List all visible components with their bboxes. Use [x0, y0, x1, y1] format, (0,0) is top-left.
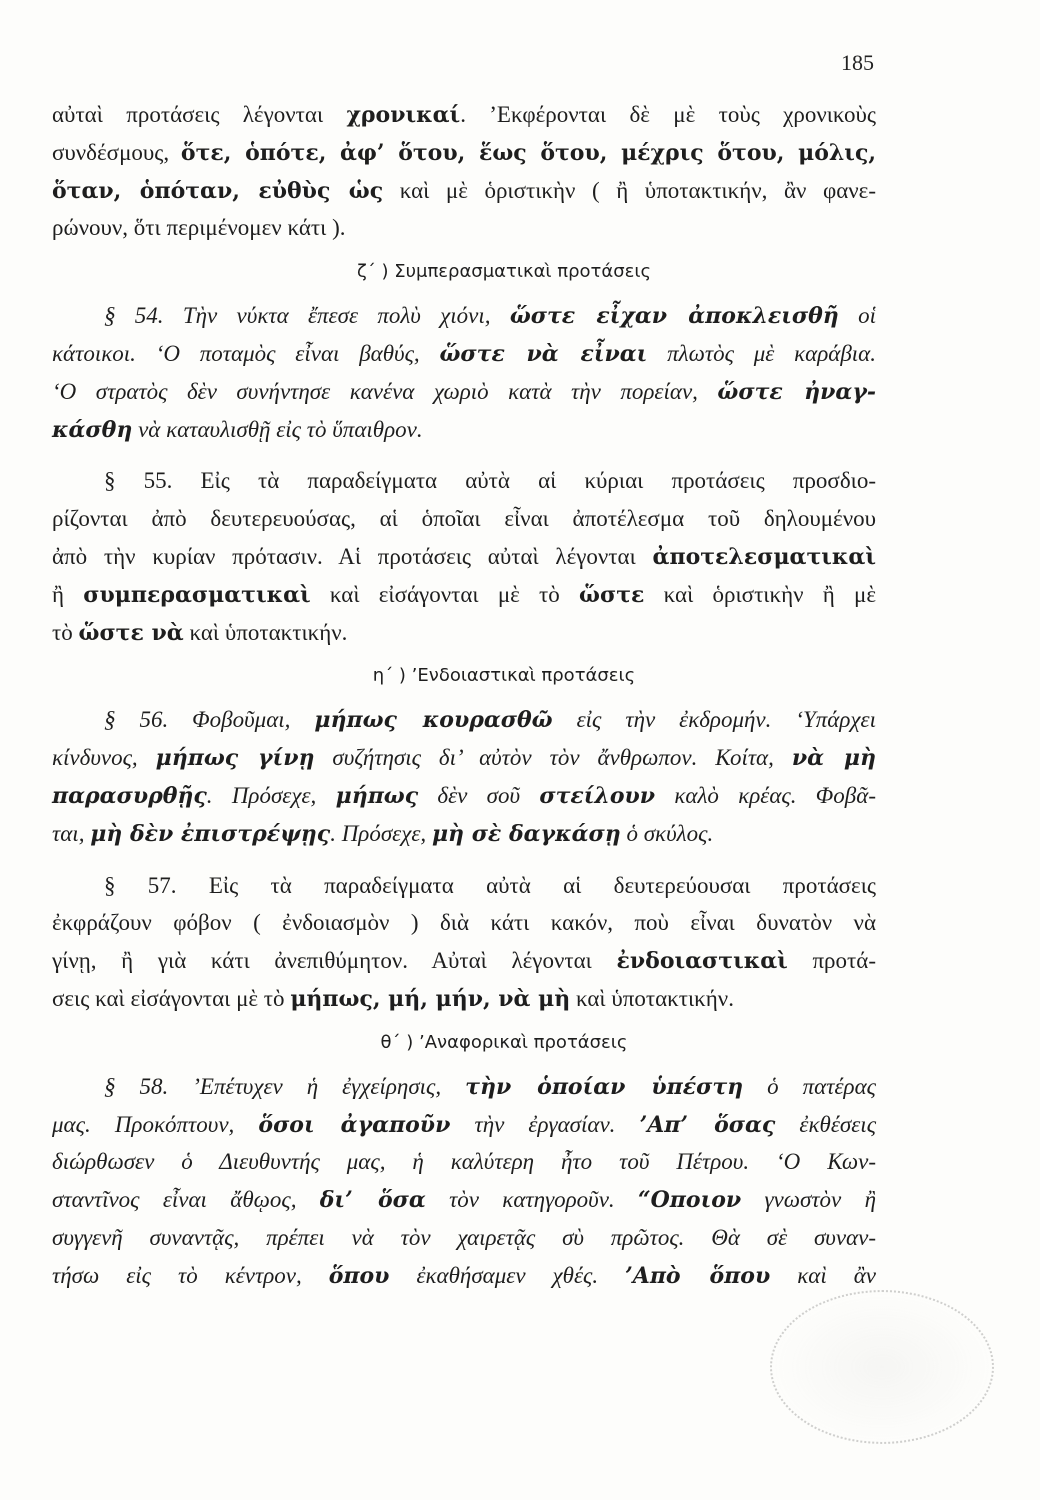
text-run: § 56. Φοβοῦμαι,: [104, 707, 315, 733]
text-run: § 57. Εἰς τὰ παραδείγματα αὐτὰ αἱ δευτερεύουσαι προτάσεις: [104, 872, 876, 898]
text-run: . Πρόσεχε,: [206, 782, 336, 808]
text-run: . ’Εκφέρονται δὲ μὲ τοὺς χρονικοὺς: [460, 102, 876, 127]
bold-phrase: “Οποιον: [637, 1187, 742, 1214]
bold-phrase: κάσθη: [52, 416, 133, 443]
section-heading: θ΄ ) ’Αναφορικαὶ προτάσεις: [380, 1031, 628, 1053]
text-run: τὸν κατηγοροῦν.: [425, 1187, 638, 1213]
section-heading: ζ΄ ) Συμπερασματικαὶ προτάσεις: [356, 261, 652, 283]
text-run: ἀπὸ τὴν κυρίαν πρότασιν. Αἱ προτάσεις αὐταὶ λέγονται: [52, 543, 653, 569]
text-run: νὰ καταυλισθῇ εἰς τὸ ὕπαιθρον.: [132, 416, 423, 442]
bold-phrase: νὰ μὴ: [791, 745, 876, 772]
text-line: [52, 209, 876, 247]
library-stamp: [770, 1290, 994, 1444]
bold-phrase: μήπως κουρασθῶ: [314, 707, 553, 734]
text-line: [52, 904, 876, 942]
text-run: τὸ: [52, 619, 79, 645]
bold-phrase: ὅταν, ὁπόταν, εὐθὺς ὡς: [52, 177, 384, 204]
text-run: καὶ μὲ ὁριστικὴν ( ἢ ὑποτακτικήν, ἂν φανε-: [383, 177, 876, 203]
text-line: [52, 942, 876, 980]
text-run: καὶ ἂν: [770, 1262, 876, 1288]
text-line: [52, 96, 876, 134]
text-run: ‘Ο στρατὸς δὲν συνήντησε κανένα χωριὸ κατὰ τὴν πορείαν,: [52, 378, 718, 404]
text-line: [52, 297, 876, 335]
bold-phrase: ὅσοι ἀγαποῦν: [258, 1111, 451, 1138]
text-run: διώρθωσεν ὁ Διευθυντής μας, ἡ καλύτερη ἦτο τοῦ Πέτρου. ‘Ο Κων-: [52, 1149, 876, 1175]
bold-phrase: στείλουν: [539, 782, 656, 809]
text-line: [52, 373, 876, 411]
text-line: [52, 1106, 876, 1144]
section-heading: η΄ ) ’Ενδοιαστικαὶ προτάσεις: [372, 665, 636, 687]
text-run: κίνδυνος,: [52, 745, 156, 771]
text-line: [52, 462, 876, 500]
text-run: γνωστὸν ἢ: [741, 1187, 876, 1213]
text-run: καὶ ὑποτακτικήν.: [183, 619, 348, 645]
text-run: ρίζονται ἀπὸ δευτερευούσας, αἱ ὁποῖαι εἶναι ἀποτέλεσμα τοῦ δηλουμένου: [52, 506, 876, 532]
text-line: [52, 701, 876, 739]
text-run: οἱ: [838, 303, 876, 329]
bold-phrase: ὥστε ἠναγ-: [717, 378, 876, 405]
text-line: [52, 1143, 876, 1181]
bold-phrase: ὥστε νὰ εἶναι: [439, 340, 648, 367]
text-run: ὁ σκύλος.: [620, 820, 714, 846]
text-run: καὶ ὑποτακτικήν.: [570, 985, 734, 1011]
bold-phrase: ’Απ’ ὅσας: [639, 1111, 776, 1138]
bold-phrase: ὥστε εἶχαν ἀποκλεισθῆ: [509, 303, 839, 330]
text-run: § 54. Τὴν νύκτα ἔπεσε πολὺ χιόνι,: [104, 303, 510, 329]
bold-phrase: ἀποτελεσματικαὶ: [652, 543, 876, 570]
text-line: [52, 739, 876, 777]
text-line: [52, 815, 876, 853]
text-line: [52, 777, 876, 815]
text-line: [52, 134, 876, 172]
bold-phrase: συμπερασματικαὶ: [83, 581, 311, 608]
text-run: προτά-: [787, 948, 876, 974]
text-line: [52, 1181, 876, 1219]
text-run: τὴν ἐργασίαν.: [450, 1111, 640, 1137]
bold-phrase: μὴ δὲν ἐπιστρέψῃς: [90, 820, 331, 847]
text-run: μας. Προκόπτουν,: [52, 1111, 259, 1137]
paragraph-gap: [52, 448, 876, 462]
text-line: [52, 538, 876, 576]
paragraph-gap: [52, 853, 876, 867]
text-run: . Πρόσεχε,: [330, 820, 432, 846]
bold-phrase: μήπως γίνῃ: [155, 745, 315, 772]
text-run: σεις καὶ εἰσάγονται μὲ τὸ: [52, 985, 291, 1011]
text-run: ται,: [52, 820, 91, 846]
bold-phrase: ὥστε: [579, 581, 645, 608]
page-number: 185: [841, 50, 874, 75]
text-run: τήσω εἰς τὸ κέντρον,: [52, 1262, 329, 1288]
text-run: κάτοικοι. ‘Ο ποταμὸς εἶναι βαθύς,: [52, 340, 440, 366]
bold-phrase: ’Απὸ ὅπου: [625, 1262, 771, 1289]
bold-phrase: μὴ σὲ δαγκάσῃ: [431, 820, 621, 847]
text-run: γίνῃ, ἢ γιὰ κάτι ἀνεπιθύμητον. Αὐταὶ λέγονται: [52, 948, 617, 974]
text-line: [52, 500, 876, 538]
text-run: καὶ εἰσάγονται μὲ τὸ: [310, 581, 580, 607]
text-line: [52, 335, 876, 373]
text-run: σταντῖνος εἶναι ἄθῳος,: [52, 1187, 320, 1213]
text-run: δὲν σοῦ: [418, 782, 540, 808]
text-line: [52, 867, 876, 905]
text-line: [52, 411, 876, 449]
bold-phrase: ὅτε, ὁπότε, ἀφ’ ὅτου, ἕως ὅτου, μέχρις ὅτου, μόλις,: [180, 139, 877, 166]
text-run: ρώνουν, ὅτι περιμένομεν κάτι ).: [52, 215, 346, 241]
bold-phrase: τὴν ὁποίαν ὑπέστη: [465, 1073, 744, 1100]
bold-phrase: μήπως, μή, μήν, νὰ μὴ: [290, 985, 571, 1012]
text-line: [52, 1257, 876, 1295]
text-line: [52, 980, 876, 1018]
bold-phrase: ὥστε νὰ: [78, 619, 184, 646]
text-run: καλὸ κρέας. Φοβᾶ-: [655, 782, 876, 808]
text-line: [52, 614, 876, 652]
text-run: ἐκαθήσαμεν χθές.: [389, 1262, 626, 1288]
text-run: ἐκφράζουν φόβον ( ἐνδοιασμὸν ) διὰ κάτι κακόν, ποὺ εἶναι δυνατὸν νὰ: [52, 910, 876, 936]
text-line: [52, 576, 876, 614]
bold-phrase: δι’ ὅσα: [319, 1187, 426, 1214]
bold-phrase: παρασυρθῇς: [52, 782, 207, 809]
bold-phrase: χρονικαί: [346, 102, 461, 128]
text-run: αὐταὶ προτάσεις λέγονται: [52, 102, 347, 127]
text-line: [52, 172, 876, 210]
text-run: καὶ ὁριστικὴν ἢ μὲ: [644, 581, 877, 607]
page-text: [52, 96, 876, 1295]
text-line: [52, 1068, 876, 1106]
bold-phrase: ὅπου: [328, 1262, 390, 1289]
text-line: [52, 1219, 876, 1257]
text-run: § 58. ’Επέτυχεν ἡ ἐγχείρησις,: [104, 1073, 466, 1099]
text-run: εἰς τὴν ἐκδρομήν. ‘Υπάρχει: [552, 707, 876, 733]
text-run: ἢ: [52, 581, 84, 607]
text-run: συζήτησις δι’ αὐτὸν τὸν ἄνθρωπον. Κοίτα,: [314, 745, 792, 771]
text-run: πλωτὸς μὲ καράβια.: [647, 340, 877, 366]
text-run: συνδέσμους,: [52, 139, 181, 165]
bold-phrase: μήπως: [335, 782, 419, 809]
text-run: ἐκθέσεις: [775, 1111, 877, 1137]
text-run: ὁ πατέρας: [743, 1073, 876, 1099]
text-run: συγγενῆ συναντᾷς, πρέπει νὰ τὸν χαιρετᾷς σὺ πρῶτος. Θὰ σὲ συναν-: [52, 1224, 876, 1250]
text-run: § 55. Εἰς τὰ παραδείγματα αὐτὰ αἱ κύριαι προτάσεις προσδιο-: [104, 468, 876, 494]
bold-phrase: ἐνδοιαστικαὶ: [616, 948, 788, 975]
